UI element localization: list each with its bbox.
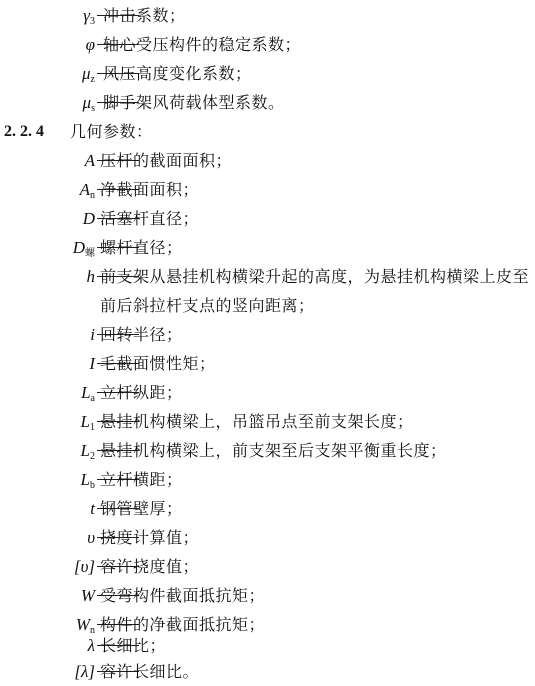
param-row-W — [0, 581, 535, 610]
param-description: 轴心受压构件的稳定系数； — [103, 35, 302, 54]
param-row-D — [0, 204, 535, 233]
param-description: 构件的净截面抵抗矩； — [100, 615, 266, 634]
param-row-A — [0, 146, 535, 175]
param-description: 压杆的截面面积； — [100, 151, 233, 170]
param-description: 悬挂机构横梁上，前支架至后支架平衡重长度； — [100, 441, 447, 460]
param-row-upsilon-allow — [0, 552, 535, 581]
param-symbol: W — [80, 586, 95, 605]
param-row-lambda-allow — [0, 657, 535, 686]
param-symbol: A — [84, 151, 95, 170]
param-symbol: υ — [87, 528, 95, 547]
param-description: 立杆纵距； — [100, 383, 183, 402]
param-description: 悬挂机构横梁上，吊篮吊点至前支架长度； — [100, 412, 414, 431]
param-description: 长细比； — [100, 636, 167, 655]
section-title: 几何参数： — [70, 122, 153, 141]
param-description: 回转半径； — [100, 325, 183, 344]
param-symbol: I — [89, 354, 95, 373]
param-row-L1 — [0, 407, 535, 436]
section-heading — [0, 117, 535, 146]
param-row-Lb — [0, 465, 535, 494]
param-description: 冲击系数； — [103, 6, 186, 25]
param-row-phi — [0, 30, 535, 59]
section-number: 2. 2. 4 — [4, 123, 44, 140]
param-symbol: i — [90, 325, 95, 344]
param-symbol: t — [90, 499, 95, 518]
param-row-lambda — [0, 631, 535, 660]
param-description: 螺杆直径； — [100, 238, 183, 257]
param-symbol: $L_1$ — [80, 412, 95, 433]
param-symbol: [υ] — [73, 557, 95, 576]
param-row-i — [0, 320, 535, 349]
param-row-t — [0, 494, 535, 523]
param-symbol: h — [86, 267, 95, 286]
param-description: 活塞杆直径； — [100, 209, 200, 228]
param-row-upsilon — [0, 523, 535, 552]
param-symbol: $W_n$ — [75, 615, 95, 636]
param-row-An — [0, 175, 535, 204]
param-symbol: φ — [85, 35, 95, 54]
param-row-L2 — [0, 436, 535, 465]
param-symbol: $\mu_z$ — [82, 64, 95, 85]
param-description: 钢管壁厚； — [100, 499, 183, 518]
param-row-D-luo — [0, 233, 535, 262]
param-description: 挠度计算值； — [100, 528, 200, 547]
param-symbol: $A_n$ — [79, 180, 95, 201]
param-description: 净截面面积； — [100, 180, 200, 199]
param-row-La — [0, 378, 535, 407]
param-row-mus — [0, 88, 535, 117]
param-symbol: D — [82, 209, 95, 228]
param-description: 立杆横距； — [100, 470, 183, 489]
param-symbol: λ — [87, 636, 95, 655]
param-symbol: $L_a$ — [81, 383, 95, 404]
param-description: 前支架从悬挂机构横梁升起的高度，为悬挂机构横梁上皮至前后斜拉杆支点的竖向距离； — [100, 267, 530, 315]
param-description: 风压高度变化系数； — [103, 64, 252, 83]
param-symbol: $L_b$ — [80, 470, 95, 491]
param-description: 容许长细比。 — [100, 662, 200, 681]
param-row-gamma3 — [0, 1, 535, 30]
param-row-h — [0, 262, 535, 320]
param-symbol: [λ] — [74, 662, 95, 681]
param-description: 受弯构件截面抵抗矩； — [100, 586, 266, 605]
param-symbol: $D_螺$ — [72, 238, 95, 259]
param-row-I — [0, 349, 535, 378]
param-symbol: $L_2$ — [80, 441, 95, 462]
param-description: 毛截面惯性矩； — [100, 354, 216, 373]
param-row-muz — [0, 59, 535, 88]
param-symbol: $\mu_s$ — [82, 93, 95, 114]
param-description: 容许挠度值； — [100, 557, 200, 576]
param-symbol: $\gamma_3$ — [83, 6, 95, 27]
param-description: 脚手架风荷载体型系数。 — [103, 93, 285, 112]
